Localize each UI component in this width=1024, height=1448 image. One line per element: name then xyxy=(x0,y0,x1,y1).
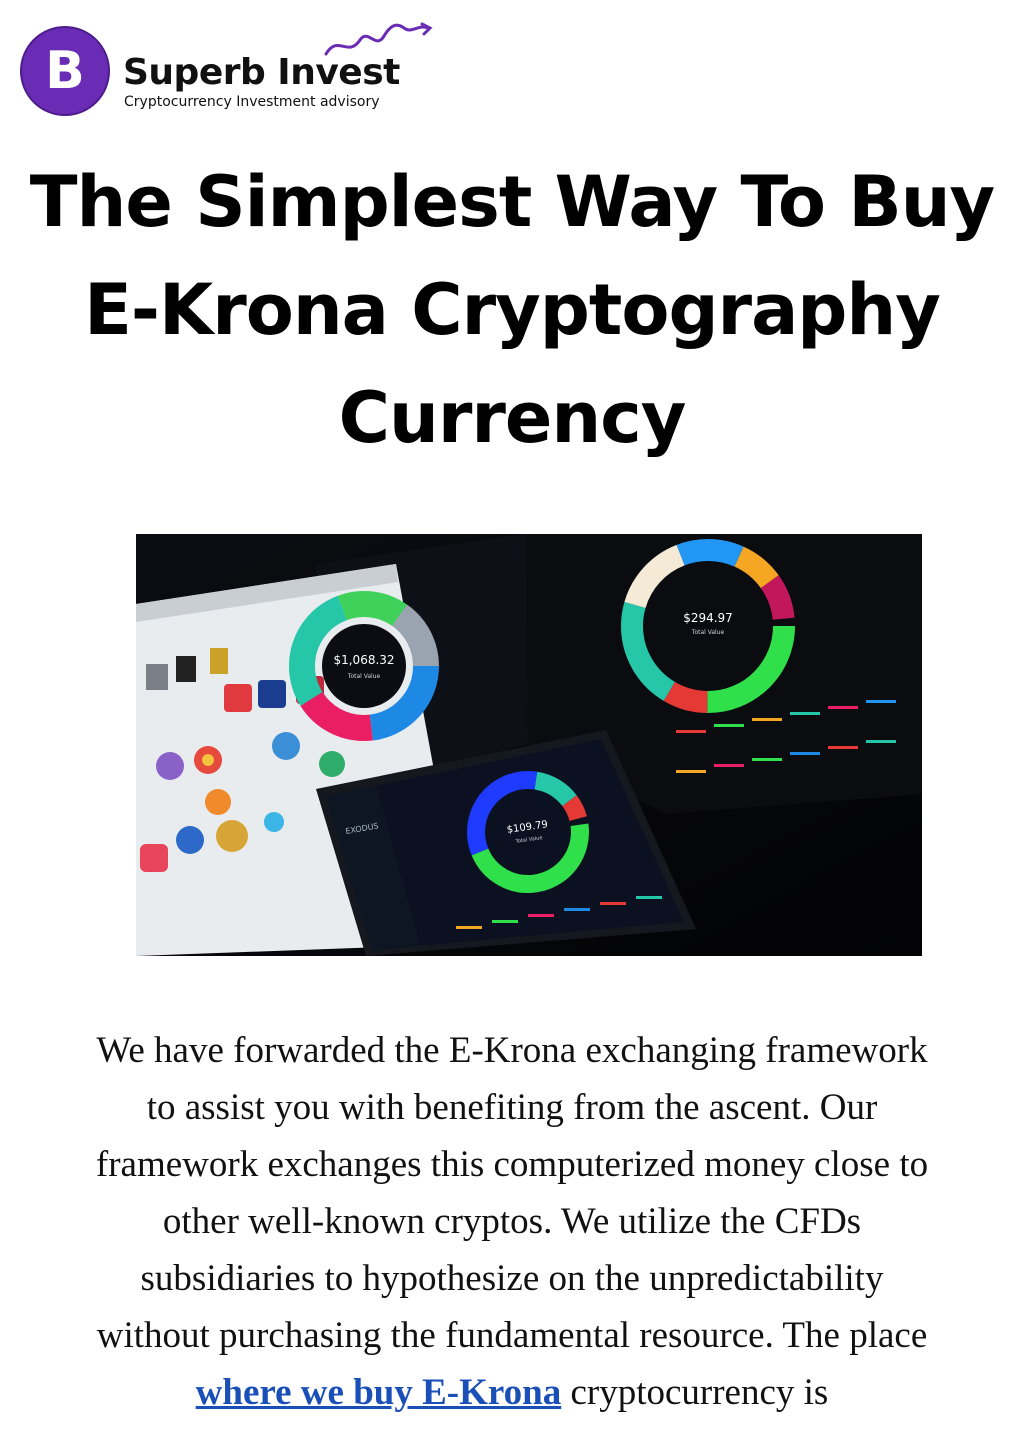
body-line: to assist you with benefiting from the ascent. Our xyxy=(146,1087,878,1128)
crypto-dashboard-photo xyxy=(136,534,922,956)
center-total-label: Total Value xyxy=(691,629,725,636)
body-line: subsidiaries to hypothesize on the unpredictability xyxy=(140,1258,884,1299)
body-line-last xyxy=(30,1364,994,1421)
body-line-tail: cryptocurrency is xyxy=(561,1372,829,1413)
body-line: We have forwarded the E-Krona exchanging framework xyxy=(96,1030,928,1071)
brand-logo[interactable] xyxy=(18,14,438,124)
logo-mark-letter: B xyxy=(45,41,85,101)
title-line: E-Krona Cryptography xyxy=(84,269,940,351)
body-line: framework exchanges this computerized money close to xyxy=(95,1144,929,1185)
title-line: The Simplest Way To Buy xyxy=(29,161,995,243)
page-title xyxy=(0,148,1024,472)
left-total-value: $1,068.32 xyxy=(333,653,395,667)
logo-mark-icon xyxy=(20,26,110,116)
title-line: Currency xyxy=(338,377,686,459)
photo-illustration xyxy=(136,534,922,956)
left-total-label: Total Value xyxy=(347,673,381,680)
laptop-total-label: Total Value xyxy=(515,835,543,845)
brand-tagline: Cryptocurrency Investment advisory xyxy=(124,94,380,110)
buy-e-krona-link[interactable]: where we buy E-Krona xyxy=(195,1372,562,1413)
brand-name: Superb Invest xyxy=(123,52,400,93)
laptop-total-value: $109.79 xyxy=(506,819,549,836)
body-paragraph xyxy=(30,1022,994,1421)
body-line: without purchasing the fundamental resource. The place xyxy=(96,1315,928,1356)
center-total-value: $294.97 xyxy=(683,611,733,625)
laptop-brand-label: EXODUS xyxy=(344,821,380,836)
body-line: other well-known cryptos. We utilize the CFDs xyxy=(162,1201,862,1242)
